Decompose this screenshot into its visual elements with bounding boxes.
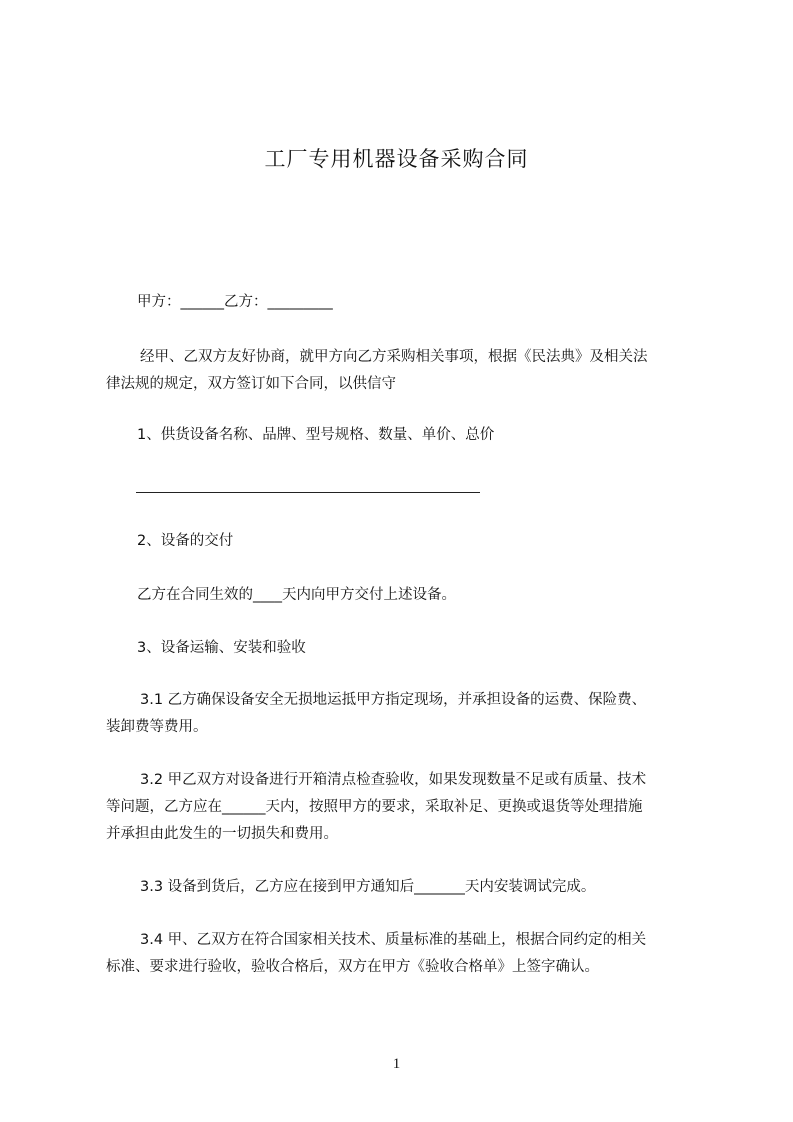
clause-3-4-line-2: 标准、要求进行验收，验收合格后，双方在甲方《验收合格单》上签字确认。 <box>106 959 599 975</box>
section-2-text: 乙方在合同生效的____天内向甲方交付上述设备。 <box>137 587 456 603</box>
section-3-heading: 3、设备运输、安装和验收 <box>137 640 306 656</box>
clause-3-4-line-1: 3.4 甲、乙双方在符合国家相关技术、质量标准的基础上，根据合同约定的相关 <box>140 932 647 948</box>
clause-3-1-line-1: 3.1 乙方确保设备安全无损地运抵甲方指定现场，并承担设备的运费、保险费、 <box>140 692 647 708</box>
preamble-line-1: 经甲、乙双方友好协商，就甲方向乙方采购相关事项，根据《民法典》及相关法 <box>140 349 648 365</box>
page-number: 1 <box>392 1056 401 1072</box>
section-1-heading: 1、供货设备名称、品牌、型号规格、数量、单价、总价 <box>137 427 495 443</box>
document-title: 工厂专用机器设备采购合同 <box>264 147 529 171</box>
preamble-line-2: 律法规的规定，双方签订如下合同，以供信守 <box>106 376 396 392</box>
clause-3-2-line-2: 等问题，乙方应在______天内，按照甲方的要求，采取补足、更换或退货等处理措施 <box>106 799 643 815</box>
clause-3-1-line-2: 装卸费等费用。 <box>106 719 208 735</box>
parties-line: 甲方：______乙方：_________ <box>137 294 333 310</box>
clause-3-2-line-3: 并承担由此发生的一切损失和费用。 <box>106 826 338 842</box>
clause-3-3: 3.3 设备到货后，乙方应在接到甲方通知后_______天内安装调试完成。 <box>140 879 596 895</box>
section-2-heading: 2、设备的交付 <box>137 533 234 549</box>
blank-fill-line <box>136 492 480 493</box>
clause-3-2-line-1: 3.2 甲乙双方对设备进行开箱清点检查验收，如果发现数量不足或有质量、技术 <box>140 772 647 788</box>
